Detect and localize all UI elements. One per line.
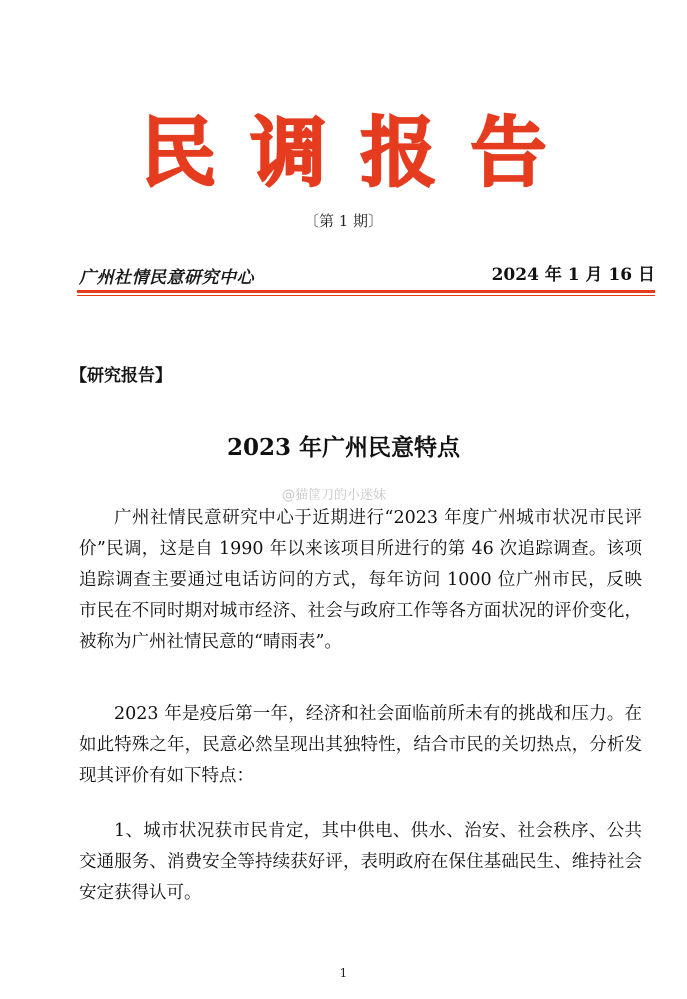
masthead-title: 民调报告 — [140, 108, 581, 197]
organization-name: 广州社情民意研究中心 — [79, 268, 254, 288]
page-number: 1 — [339, 966, 348, 980]
report-title: 2023 年广州民意特点 — [226, 434, 461, 461]
header-rule-thick — [77, 290, 655, 293]
paragraph-context: 2023 年是疫后第一年，经济和社会面临前所未有的挑战和压力。在如此特殊之年，民意必然呈现出其独特性，结合市民的关切热点，分析发现其评价有如下特点： — [79, 704, 642, 786]
paragraph-intro: 广州社情民意研究中心于近期进行“2023 年度广州城市状况市民评价”民调，这是自 1990 年以来该项目所进行的第 46 次追踪调查。该项追踪调查主要通过电话访问的方式，每年访问 1000 位广州市民，反映市民在不同时期对城市经济、社会与政府工作等各方面状况的评价变化，被称为广州社情民意的“晴雨表”。 — [79, 508, 642, 652]
header-rule-thin — [77, 295, 655, 296]
watermark: @猫筐刀的小迷妹 — [282, 488, 387, 503]
paragraph-finding-1: 1、城市状况获市民肯定，其中供电、供水、治安、社会秩序、公共交通服务、消费安全等持续获好评，表明政府在保住基础民生、维持社会安定获得认可。 — [79, 821, 642, 903]
publish-date: 2024 年 1 月 16 日 — [491, 265, 655, 285]
issue-number: 〔第 1 期〕 — [303, 212, 384, 230]
section-tag: 【研究报告】 — [70, 366, 172, 386]
